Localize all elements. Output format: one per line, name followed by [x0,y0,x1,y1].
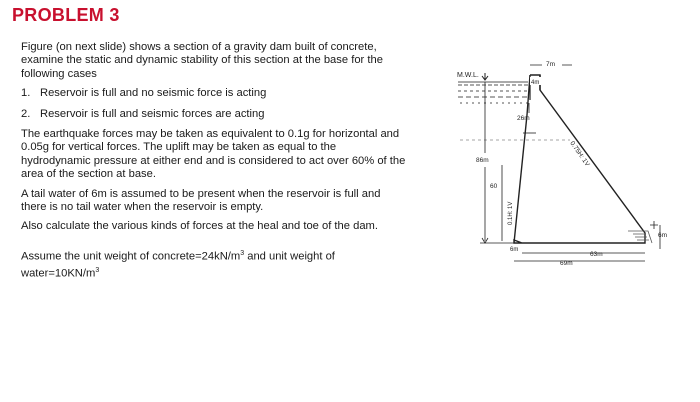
assume-water: and unit weight of water=10KN/m [21,250,335,280]
tail-water [628,231,652,243]
height-26-label: 26m [517,115,530,122]
case-item [21,108,406,121]
assume-concrete: Assume the unit weight of concrete=24kN/m [21,250,241,263]
top-width-label: 7m [546,61,556,68]
problem-text [21,41,406,287]
case-item [21,87,406,100]
case-number: 2. [21,107,31,120]
dam-figure [440,55,690,295]
calculate-paragraph: Also calculate the various kinds of forces at the heal and toe of the dam. [21,220,378,233]
superscript-3: 3 [95,267,100,275]
case-text: Reservoir is full and no seismic force is acting [40,87,267,100]
height-86-label: 86m [476,157,489,164]
assume-paragraph [21,247,406,281]
heel-offset-label: 6m [510,247,519,253]
tailwater-paragraph: A tail water of 6m is assumed to be present when the reservoir is full and there is no tail water when the reservoir is empty. [21,187,381,214]
case-list [21,87,406,121]
slide-title: PROBLEM 3 [12,5,120,25]
case-text: Reservoir is full and seismic forces are acting [40,107,265,120]
dam-section-diagram [440,55,690,295]
freeboard-label: 4m [531,80,540,86]
mwl-label: M.W.L. [457,72,479,79]
base-63-label: 63m [590,251,603,258]
height-60-label: 60 [490,183,498,190]
intro-paragraph: Figure (on next slide) shows a section of a gravity dam built of concrete, examine the static and dynamic stability of this section at the base for the following cases [21,41,383,80]
earthquake-paragraph: The earthquake forces may be taken as equivalent to 0.1g for horizontal and 0.05g for vertical forces. The uplift may be taken as equal to the hydrodynamic pressure at either end and is considered to act over 60% of the area of the section at base. [21,128,406,181]
base-69-label: 69m [560,260,573,267]
downstream-slope-label: 0.75H: 1V [568,140,591,168]
superscript-3: 3 [240,249,245,257]
reservoir-water [458,82,528,103]
tail-water-arrow [650,221,658,229]
case-number: 1. [21,87,31,100]
upstream-slope-label: 0.1H: 1V [508,201,514,225]
mwl-arrow [482,73,488,80]
tail-water-label: 6m [658,232,668,239]
